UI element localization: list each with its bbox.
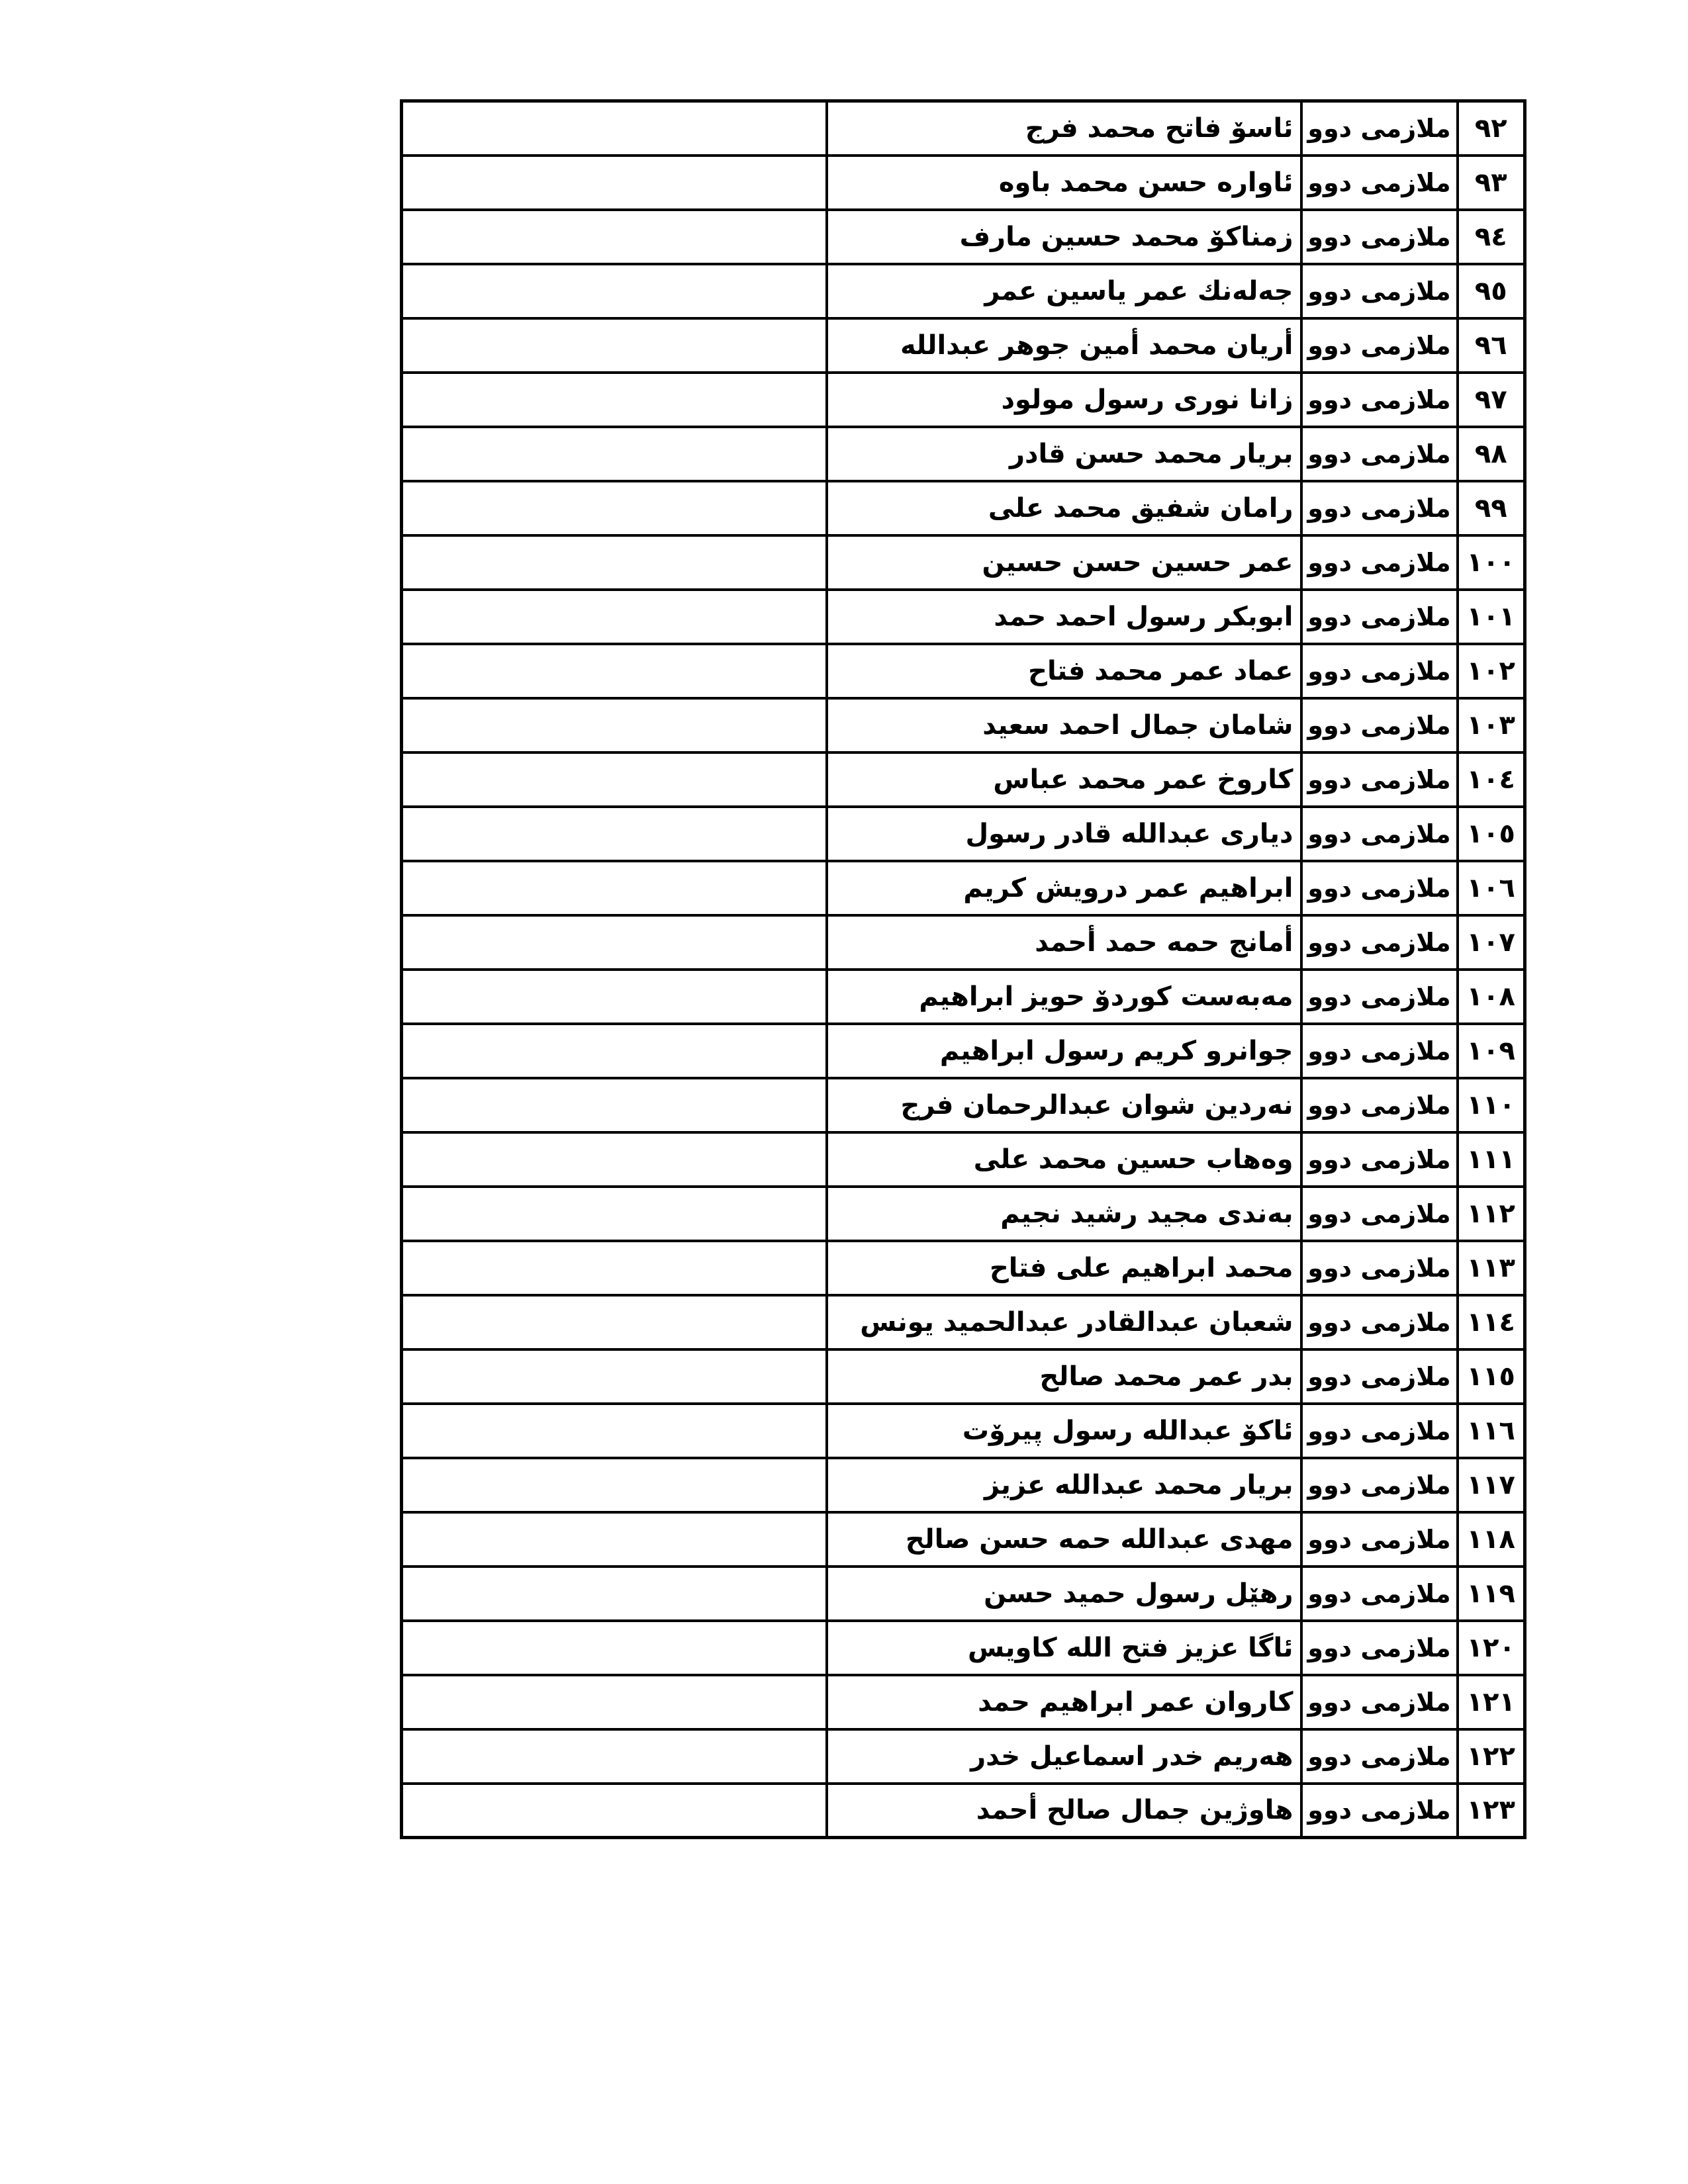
- notes-cell: [402, 156, 827, 210]
- rank-cell: ملازمی دوو: [1301, 1024, 1458, 1078]
- notes-cell: [402, 1187, 827, 1241]
- table-row: [402, 101, 1525, 156]
- table-row: [402, 1132, 1525, 1187]
- notes-cell: [402, 535, 827, 590]
- table-row: [402, 156, 1525, 210]
- notes-cell: [402, 1349, 827, 1404]
- name-cell: ابوبكر رسول احمد حمد: [827, 590, 1301, 644]
- row-number-cell: ١٠١: [1458, 590, 1525, 644]
- rank-cell: ملازمی دوو: [1301, 1567, 1458, 1621]
- rank-cell: ملازمی دوو: [1301, 1295, 1458, 1349]
- table-row: [402, 644, 1525, 698]
- table-row: [402, 481, 1525, 535]
- row-number-cell: ١٢١: [1458, 1675, 1525, 1729]
- rank-cell: ملازمی دوو: [1301, 1187, 1458, 1241]
- name-cell: ئاسۆ فاتح محمد فرج: [827, 101, 1301, 156]
- name-cell: بەندی مجید رشید نجیم: [827, 1187, 1301, 1241]
- notes-cell: [402, 210, 827, 264]
- table-row: [402, 1295, 1525, 1349]
- table-row: [402, 1675, 1525, 1729]
- rank-cell: ملازمی دوو: [1301, 970, 1458, 1024]
- notes-cell: [402, 752, 827, 807]
- table-row: [402, 1567, 1525, 1621]
- notes-cell: [402, 1729, 827, 1784]
- notes-cell: [402, 698, 827, 752]
- rank-cell: ملازمی دوو: [1301, 1404, 1458, 1458]
- table-row: [402, 807, 1525, 861]
- name-cell: بریار محمد حسن قادر: [827, 427, 1301, 481]
- row-number-cell: ١٠٦: [1458, 861, 1525, 915]
- row-number-cell: ٩٨: [1458, 427, 1525, 481]
- table-row: [402, 1729, 1525, 1784]
- name-cell: بدر عمر محمد صالح: [827, 1349, 1301, 1404]
- rank-cell: ملازمی دوو: [1301, 1458, 1458, 1512]
- row-number-cell: ١١٦: [1458, 1404, 1525, 1458]
- row-number-cell: ٩٤: [1458, 210, 1525, 264]
- row-number-cell: ١٠٩: [1458, 1024, 1525, 1078]
- table-row: [402, 1404, 1525, 1458]
- rank-cell: ملازمی دوو: [1301, 535, 1458, 590]
- rank-cell: ملازمی دوو: [1301, 427, 1458, 481]
- name-cell: زمناكۆ محمد حسین مارف: [827, 210, 1301, 264]
- name-cell: ابراهیم عمر درویش كریم: [827, 861, 1301, 915]
- name-cell: زانا نوری رسول مولود: [827, 373, 1301, 427]
- row-number-cell: ٩٧: [1458, 373, 1525, 427]
- name-cell: مەبەست كوردۆ حویز ابراهیم: [827, 970, 1301, 1024]
- name-cell: عمر حسین حسن حسین: [827, 535, 1301, 590]
- row-number-cell: ١١٩: [1458, 1567, 1525, 1621]
- rank-cell: ملازمی دوو: [1301, 481, 1458, 535]
- table-row: [402, 1621, 1525, 1675]
- row-number-cell: ١١٤: [1458, 1295, 1525, 1349]
- rank-cell: ملازمی دوو: [1301, 1078, 1458, 1132]
- row-number-cell: ١٠٣: [1458, 698, 1525, 752]
- row-number-cell: ٩٩: [1458, 481, 1525, 535]
- notes-cell: [402, 373, 827, 427]
- row-number-cell: ٩٣: [1458, 156, 1525, 210]
- name-cell: شامان جمال احمد سعید: [827, 698, 1301, 752]
- rank-cell: ملازمی دوو: [1301, 1349, 1458, 1404]
- rank-cell: ملازمی دوو: [1301, 210, 1458, 264]
- row-number-cell: ١٠٠: [1458, 535, 1525, 590]
- rank-cell: ملازمی دوو: [1301, 1241, 1458, 1295]
- name-cell: كاروان عمر ابراهیم حمد: [827, 1675, 1301, 1729]
- notes-cell: [402, 1132, 827, 1187]
- notes-cell: [402, 1458, 827, 1512]
- row-number-cell: ١١٨: [1458, 1512, 1525, 1567]
- rank-cell: ملازمی دوو: [1301, 590, 1458, 644]
- name-cell: رهێل رسول حمید حسن: [827, 1567, 1301, 1621]
- notes-cell: [402, 481, 827, 535]
- notes-cell: [402, 1241, 827, 1295]
- roster-table: [400, 99, 1526, 1839]
- rank-cell: ملازمی دوو: [1301, 373, 1458, 427]
- name-cell: عماد عمر محمد فتاح: [827, 644, 1301, 698]
- row-number-cell: ٩٥: [1458, 264, 1525, 318]
- rank-cell: ملازمی دوو: [1301, 318, 1458, 373]
- notes-cell: [402, 101, 827, 156]
- table-row: [402, 915, 1525, 970]
- table-row: [402, 210, 1525, 264]
- notes-cell: [402, 1512, 827, 1567]
- notes-cell: [402, 970, 827, 1024]
- rank-cell: ملازمی دوو: [1301, 1621, 1458, 1675]
- name-cell: كاروخ عمر محمد عباس: [827, 752, 1301, 807]
- name-cell: شعبان عبدالقادر عبدالحمید یونس: [827, 1295, 1301, 1349]
- notes-cell: [402, 1567, 827, 1621]
- rank-cell: ملازمی دوو: [1301, 1729, 1458, 1784]
- name-cell: وەهاب حسین محمد علی: [827, 1132, 1301, 1187]
- notes-cell: [402, 915, 827, 970]
- name-cell: ئاكۆ عبدالله رسول پیرۆت: [827, 1404, 1301, 1458]
- name-cell: هاوژین جمال صالح أحمد: [827, 1784, 1301, 1838]
- name-cell: ئاگا عزیز فتح الله كاویس: [827, 1621, 1301, 1675]
- name-cell: دیاری عبدالله قادر رسول: [827, 807, 1301, 861]
- name-cell: بریار محمد عبدالله عزیز: [827, 1458, 1301, 1512]
- table-row: [402, 1784, 1525, 1838]
- rank-cell: ملازمی دوو: [1301, 644, 1458, 698]
- name-cell: رامان شفیق محمد علی: [827, 481, 1301, 535]
- rank-cell: ملازمی دوو: [1301, 264, 1458, 318]
- notes-cell: [402, 318, 827, 373]
- row-number-cell: ١٠٥: [1458, 807, 1525, 861]
- name-cell: نەردین شوان عبدالرحمان فرج: [827, 1078, 1301, 1132]
- row-number-cell: ١١٠: [1458, 1078, 1525, 1132]
- notes-cell: [402, 1784, 827, 1838]
- name-cell: ئاواره حسن محمد باوه: [827, 156, 1301, 210]
- rank-cell: ملازمی دوو: [1301, 698, 1458, 752]
- row-number-cell: ١١١: [1458, 1132, 1525, 1187]
- table-row: [402, 1512, 1525, 1567]
- name-cell: محمد ابراهیم علی فتاح: [827, 1241, 1301, 1295]
- name-cell: جوانرو كریم رسول ابراهیم: [827, 1024, 1301, 1078]
- table-row: [402, 698, 1525, 752]
- row-number-cell: ٩٦: [1458, 318, 1525, 373]
- row-number-cell: ١٠٧: [1458, 915, 1525, 970]
- name-cell: جەلەنك عمر یاسین عمر: [827, 264, 1301, 318]
- notes-cell: [402, 1621, 827, 1675]
- notes-cell: [402, 264, 827, 318]
- table-row: [402, 1187, 1525, 1241]
- table-row: [402, 1024, 1525, 1078]
- table-row: [402, 264, 1525, 318]
- row-number-cell: ١٠٤: [1458, 752, 1525, 807]
- notes-cell: [402, 861, 827, 915]
- row-number-cell: ١١٣: [1458, 1241, 1525, 1295]
- table-row: [402, 1349, 1525, 1404]
- row-number-cell: ١٢٠: [1458, 1621, 1525, 1675]
- table-row: [402, 970, 1525, 1024]
- rank-cell: ملازمی دوو: [1301, 156, 1458, 210]
- table-row: [402, 861, 1525, 915]
- rank-cell: ملازمی دوو: [1301, 915, 1458, 970]
- table-row: [402, 1078, 1525, 1132]
- rank-cell: ملازمی دوو: [1301, 101, 1458, 156]
- name-cell: أریان محمد أمین جوهر عبدالله: [827, 318, 1301, 373]
- name-cell: هەریم خدر اسماعیل خدر: [827, 1729, 1301, 1784]
- row-number-cell: ١١٥: [1458, 1349, 1525, 1404]
- table-row: [402, 318, 1525, 373]
- notes-cell: [402, 1404, 827, 1458]
- rank-cell: ملازمی دوو: [1301, 752, 1458, 807]
- table-row: [402, 427, 1525, 481]
- notes-cell: [402, 644, 827, 698]
- row-number-cell: ٩٢: [1458, 101, 1525, 156]
- table-row: [402, 752, 1525, 807]
- row-number-cell: ١٠٨: [1458, 970, 1525, 1024]
- notes-cell: [402, 590, 827, 644]
- table-row: [402, 1458, 1525, 1512]
- notes-cell: [402, 1078, 827, 1132]
- rank-cell: ملازمی دوو: [1301, 1784, 1458, 1838]
- table-row: [402, 373, 1525, 427]
- table-row: [402, 1241, 1525, 1295]
- row-number-cell: ١٠٢: [1458, 644, 1525, 698]
- notes-cell: [402, 1295, 827, 1349]
- rank-cell: ملازمی دوو: [1301, 1675, 1458, 1729]
- row-number-cell: ١٢٣: [1458, 1784, 1525, 1838]
- notes-cell: [402, 427, 827, 481]
- row-number-cell: ١١٧: [1458, 1458, 1525, 1512]
- table-row: [402, 535, 1525, 590]
- table-row: [402, 590, 1525, 644]
- notes-cell: [402, 807, 827, 861]
- rank-cell: ملازمی دوو: [1301, 861, 1458, 915]
- name-cell: مهدی عبدالله حمه حسن صالح: [827, 1512, 1301, 1567]
- roster-table-body: [402, 101, 1525, 1838]
- row-number-cell: ١٢٢: [1458, 1729, 1525, 1784]
- row-number-cell: ١١٢: [1458, 1187, 1525, 1241]
- rank-cell: ملازمی دوو: [1301, 1132, 1458, 1187]
- notes-cell: [402, 1675, 827, 1729]
- notes-cell: [402, 1024, 827, 1078]
- rank-cell: ملازمی دوو: [1301, 1512, 1458, 1567]
- rank-cell: ملازمی دوو: [1301, 807, 1458, 861]
- name-cell: أمانج حمه حمد أحمد: [827, 915, 1301, 970]
